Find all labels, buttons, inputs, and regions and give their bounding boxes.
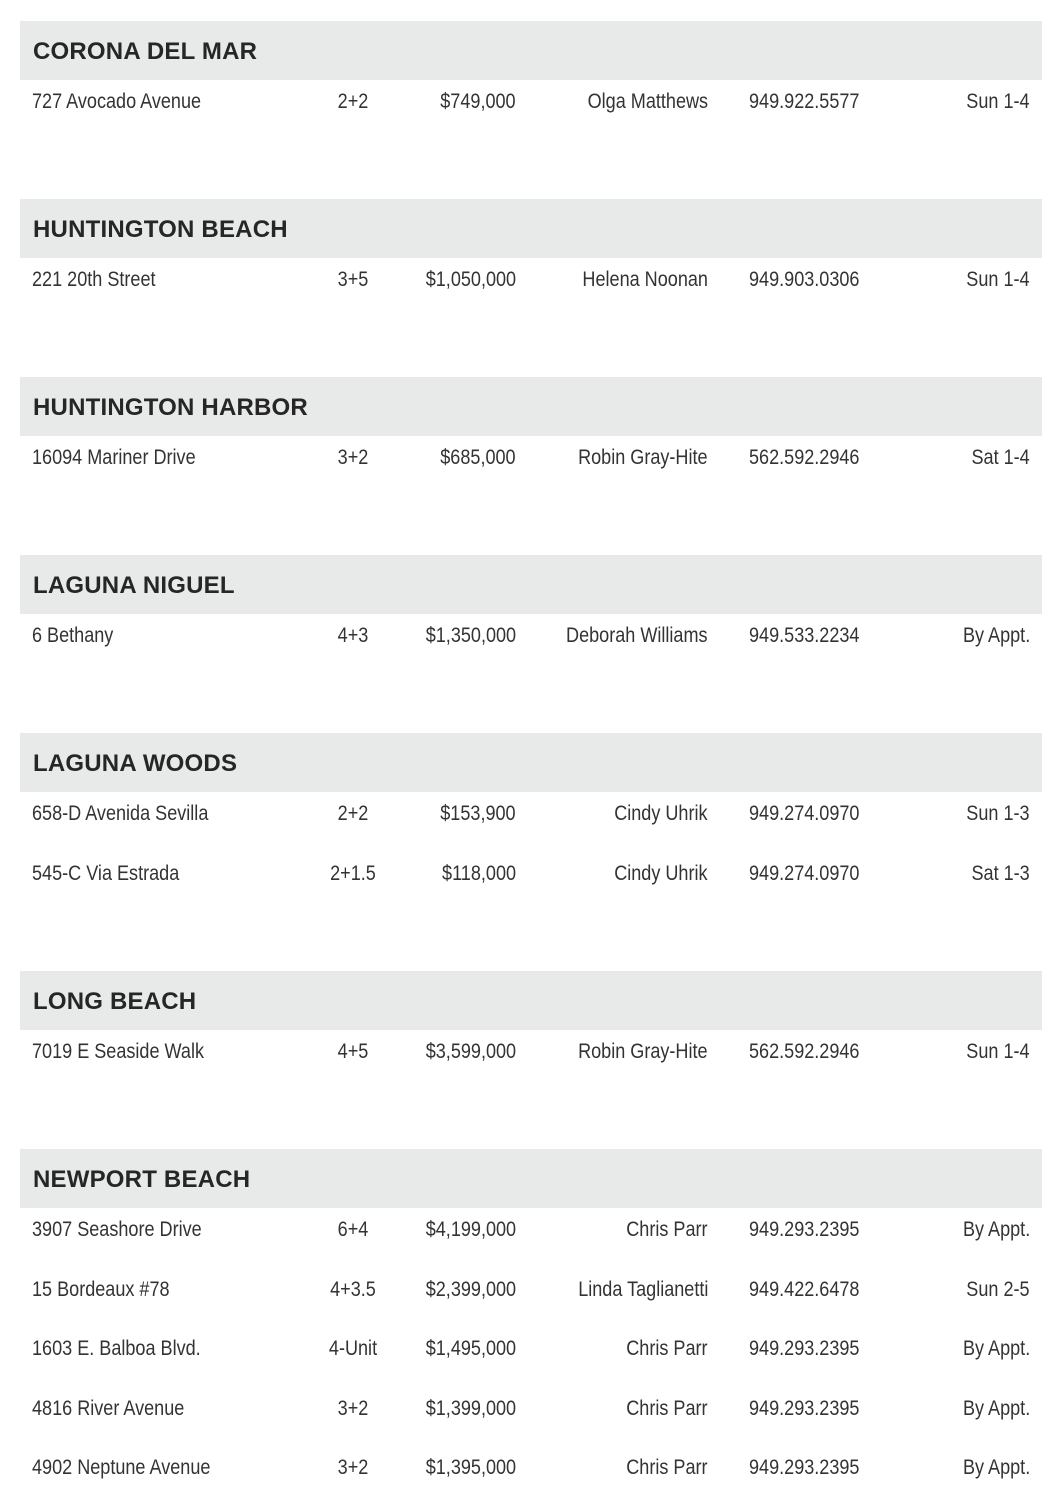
listing-row [20,258,1042,318]
listing-address: 1603 E. Balboa Blvd. [32,1337,201,1360]
listing-agent: Chris Parr [626,1337,708,1360]
listing-phone: 949.274.0970 [749,861,860,885]
listing-row [20,80,1042,140]
listing-row [20,1208,1042,1268]
city-header [20,1149,1042,1208]
city-section-huntington-beach [20,199,1042,318]
listing-row [20,1030,1042,1090]
listing-address: 221 20th Street [32,268,156,291]
listing-row [20,436,1042,496]
listing-row [20,1327,1042,1387]
listing-address: 15 Bordeaux #78 [32,1277,170,1301]
listing-agent: Helena Noonan [582,268,708,291]
listing-row [20,792,1042,852]
listing-open-house: Sun 1-4 [966,268,1030,291]
listing-beds-baths: 3+2 [337,446,369,469]
listing-address: 6 Bethany [32,624,114,647]
listing-agent: Chris Parr [626,1218,708,1241]
listing-open-house: By Appt. [962,1456,1030,1479]
listing-phone: 949.903.0306 [749,268,860,291]
listing-beds-baths: 2+2 [337,802,369,825]
listing-address: 4816 River Avenue [32,1396,185,1420]
listing-row [20,1446,1042,1506]
listing-phone: 562.592.2946 [749,1040,860,1063]
listing-price: $1,050,000 [425,268,516,291]
listing-address: 3907 Seashore Drive [32,1218,202,1241]
listing-address: 545-C Via Estrada [32,861,180,885]
listing-beds-baths: 3+5 [337,268,369,291]
listing-open-house: Sat 1-4 [971,446,1030,469]
city-name: HUNTINGTON HARBOR [33,394,308,421]
listing-phone: 949.293.2395 [749,1396,860,1420]
listing-open-house: Sun 1-4 [966,1040,1030,1063]
listing-phone: 949.293.2395 [749,1456,860,1479]
listing-price: $1,395,000 [425,1456,516,1479]
listing-open-house: By Appt. [962,1396,1030,1420]
listing-address: 4902 Neptune Avenue [32,1456,211,1479]
listing-price: $1,495,000 [425,1337,516,1360]
listing-price: $685,000 [440,446,516,469]
listing-open-house: Sat 1-3 [971,861,1030,885]
city-name: LAGUNA NIGUEL [33,572,235,599]
listing-beds-baths: 3+2 [337,1456,369,1479]
listing-open-house: By Appt. [962,624,1030,647]
city-section-corona-del-mar [20,21,1042,140]
listing-price: $2,399,000 [425,1277,516,1301]
listing-address: 7019 E Seaside Walk [32,1040,205,1063]
listing-agent: Robin Gray-Hite [578,446,708,469]
listing-agent: Linda Taglianetti [577,1277,708,1301]
listing-address: 16094 Mariner Drive [32,446,196,469]
listing-phone: 949.533.2234 [749,624,860,647]
city-section-long-beach [20,971,1042,1090]
listing-open-house: By Appt. [962,1337,1030,1360]
listing-open-house: Sun 1-3 [966,802,1030,825]
listing-address: 727 Avocado Avenue [32,90,202,113]
listing-agent: Olga Matthews [587,90,708,113]
listing-phone: 949.293.2395 [749,1218,860,1241]
listing-agent: Cindy Uhrik [614,802,708,825]
city-section-newport-beach [20,1149,1042,1506]
city-header [20,733,1042,792]
listing-agent: Chris Parr [626,1456,708,1479]
listing-price: $3,599,000 [425,1040,516,1063]
listing-open-house: Sun 1-4 [966,90,1030,113]
listing-beds-baths: 6+4 [337,1218,369,1241]
listing-price: $153,900 [440,802,516,825]
city-section-laguna-niguel [20,555,1042,674]
city-name: NEWPORT BEACH [33,1166,251,1193]
listing-row [20,852,1042,912]
city-name: LAGUNA WOODS [33,750,238,777]
city-section-laguna-woods [20,733,1042,911]
city-name: CORONA DEL MAR [33,38,258,65]
listing-phone: 949.922.5577 [749,90,860,113]
city-header [20,377,1042,436]
listing-price: $4,199,000 [425,1218,516,1241]
listing-row [20,614,1042,674]
listing-beds-baths: 4+5 [337,1040,369,1063]
listing-beds-baths: 2+1.5 [330,861,376,885]
listing-row [20,1268,1042,1328]
city-header [20,21,1042,80]
city-section-huntington-harbor [20,377,1042,496]
listing-open-house: Sun 2-5 [966,1277,1030,1301]
listing-price: $118,000 [442,861,516,885]
city-header [20,555,1042,614]
listing-phone: 949.293.2395 [749,1337,860,1360]
listing-open-house: By Appt. [962,1218,1030,1241]
listing-agent: Robin Gray-Hite [578,1040,708,1063]
listing-phone: 949.274.0970 [749,802,860,825]
listing-beds-baths: 2+2 [337,90,369,113]
listing-price: $1,350,000 [425,624,516,647]
listing-price: $749,000 [440,90,516,113]
city-name: LONG BEACH [33,988,197,1015]
listing-phone: 949.422.6478 [749,1277,860,1301]
listing-beds-baths: 4-Unit [328,1337,378,1360]
listing-beds-baths: 4+3 [337,624,369,647]
listing-phone: 562.592.2946 [749,446,860,469]
listing-row [20,1387,1042,1447]
listing-address: 658-D Avenida Sevilla [32,802,209,825]
listing-agent: Deborah Williams [566,624,708,647]
city-name: HUNTINGTON BEACH [33,216,288,243]
city-header [20,971,1042,1030]
listing-beds-baths: 3+2 [337,1396,369,1420]
listing-price: $1,399,000 [425,1396,516,1420]
listing-agent: Chris Parr [626,1396,708,1420]
city-header [20,199,1042,258]
listing-beds-baths: 4+3.5 [330,1277,376,1301]
listing-agent: Cindy Uhrik [614,861,708,885]
